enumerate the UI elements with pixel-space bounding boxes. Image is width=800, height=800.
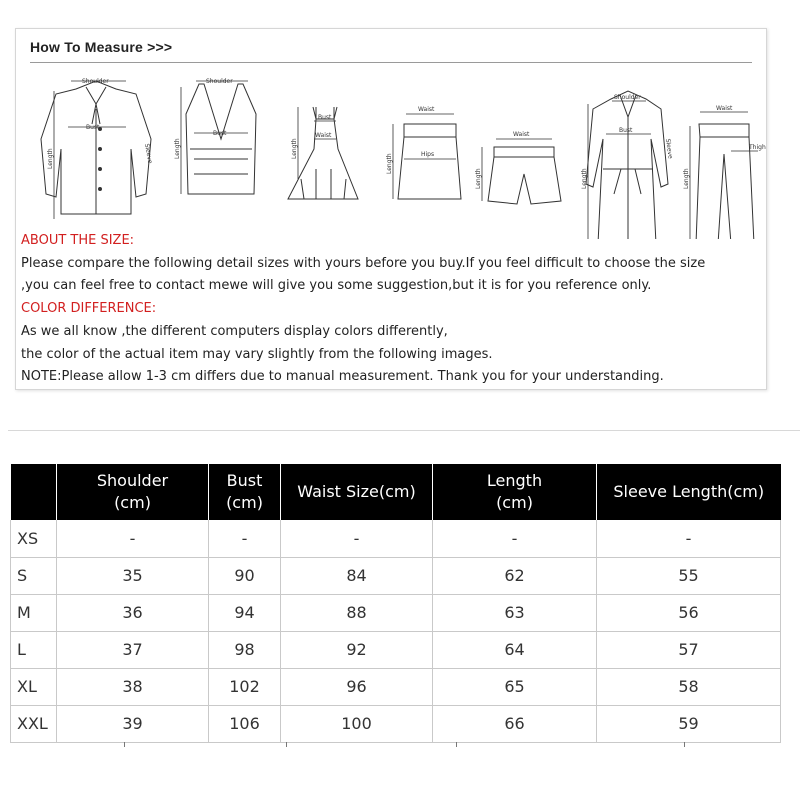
bust-value: 90 — [209, 557, 281, 594]
sleeve-value: 55 — [597, 557, 781, 594]
dress-top-label: Bust — [318, 114, 332, 121]
color-note-line-1: As we all know ,the different computers display colors differently, — [21, 323, 448, 339]
dress-side-label: Length — [291, 138, 298, 159]
waist-value: 96 — [281, 668, 433, 705]
blouse-sleeve-label: Sleeve — [143, 143, 154, 165]
bust-value: - — [209, 520, 281, 557]
coat-mid-label: Bust — [619, 127, 633, 134]
pants-side-label: Length — [683, 168, 690, 189]
pants-top-label: Waist — [716, 105, 733, 112]
bust-value: 94 — [209, 594, 281, 631]
length-value: 66 — [433, 705, 597, 742]
bust-value: 106 — [209, 705, 281, 742]
table-row — [11, 705, 781, 742]
size-table-header — [11, 464, 781, 520]
table-tick — [456, 742, 457, 747]
waist-value: 84 — [281, 557, 433, 594]
table-tick — [684, 742, 685, 747]
length-value: - — [433, 520, 597, 557]
table-row — [11, 520, 781, 557]
sleeve-value: 59 — [597, 705, 781, 742]
size-label: XXL — [11, 705, 57, 742]
waist-value: 100 — [281, 705, 433, 742]
skirt-top-label: Waist — [418, 106, 435, 113]
tank-top-label: Shoulder — [206, 78, 233, 85]
blouse-figure — [41, 78, 153, 219]
header-waist: Waist Size(cm) — [281, 464, 433, 520]
table-row — [11, 594, 781, 631]
about-size-heading: ABOUT THE SIZE: — [21, 233, 135, 248]
table-row — [11, 557, 781, 594]
size-table — [10, 464, 781, 743]
shoulder-value: - — [57, 520, 209, 557]
dress-figure — [288, 107, 358, 199]
blouse-side-label: Length — [47, 148, 54, 169]
coat-side-label: Length — [581, 168, 588, 189]
pants-figure — [683, 105, 766, 239]
table-row — [11, 631, 781, 668]
skirt-mid-label: Hips — [421, 151, 435, 158]
tank-side-label: Length — [174, 138, 181, 159]
tank-figure — [174, 78, 256, 194]
dress-mid-label: Waist — [315, 132, 332, 139]
shoulder-value: 36 — [57, 594, 209, 631]
header-bust: Bust (cm) — [209, 464, 281, 520]
waist-value: - — [281, 520, 433, 557]
size-label: L — [11, 631, 57, 668]
skirt-figure — [386, 106, 461, 199]
tank-mid-label: Bust — [213, 130, 227, 137]
size-notes — [21, 230, 766, 389]
coat-sleeve-label: Sleeve — [664, 138, 674, 160]
table-tick — [286, 742, 287, 747]
bust-value: 102 — [209, 668, 281, 705]
shorts-top-label: Waist — [513, 131, 530, 138]
sleeve-value: - — [597, 520, 781, 557]
sleeve-value: 57 — [597, 631, 781, 668]
skirt-side-label: Length — [386, 153, 393, 174]
shoulder-value: 39 — [57, 705, 209, 742]
size-label: M — [11, 594, 57, 631]
color-difference-heading: COLOR DIFFERENCE: — [21, 301, 157, 317]
length-value: 65 — [433, 668, 597, 705]
header-sleeve-length: Sleeve Length(cm) — [597, 464, 781, 520]
measure-title: How To Measure >>> — [30, 39, 173, 55]
note-line: NOTE:Please allow 1-3 cm differs due to manual measurement. Thank you for your understanding. — [21, 369, 664, 385]
shoulder-value: 38 — [57, 668, 209, 705]
shoulder-value: 37 — [57, 631, 209, 668]
header-length: Length (cm) — [433, 464, 597, 520]
size-label: XL — [11, 668, 57, 705]
size-note-line-1: Please compare the following detail sizes with yours before you buy.If you feel difficult to choose the size — [21, 255, 706, 271]
sleeve-value: 56 — [597, 594, 781, 631]
blouse-top-label: Shoulder — [82, 78, 109, 85]
shorts-side-label: Length — [475, 168, 482, 189]
how-to-measure-panel — [15, 28, 767, 390]
header-size — [11, 464, 57, 520]
pants-mid-label: Thigh — [749, 144, 766, 151]
sleeve-value: 58 — [597, 668, 781, 705]
length-value: 64 — [433, 631, 597, 668]
header-shoulder: Shoulder (cm) — [57, 464, 209, 520]
table-tick — [124, 742, 125, 747]
size-label: S — [11, 557, 57, 594]
coat-top-label: Shoulder — [614, 94, 641, 101]
waist-value: 88 — [281, 594, 433, 631]
bust-value: 98 — [209, 631, 281, 668]
shoulder-value: 35 — [57, 557, 209, 594]
size-label: XS — [11, 520, 57, 557]
coat-figure — [581, 91, 674, 239]
shorts-figure — [475, 131, 561, 204]
length-value: 63 — [433, 594, 597, 631]
blouse-mid-label: Bust — [86, 124, 100, 131]
length-value: 62 — [433, 557, 597, 594]
garment-figures — [16, 29, 766, 239]
color-note-line-2: the color of the actual item may vary slightly from the following images. — [21, 346, 493, 362]
size-note-line-2: ,you can feel free to contact mewe will give you some suggestion,but it is for you reference only. — [21, 278, 652, 294]
waist-value: 92 — [281, 631, 433, 668]
table-row — [11, 668, 781, 705]
